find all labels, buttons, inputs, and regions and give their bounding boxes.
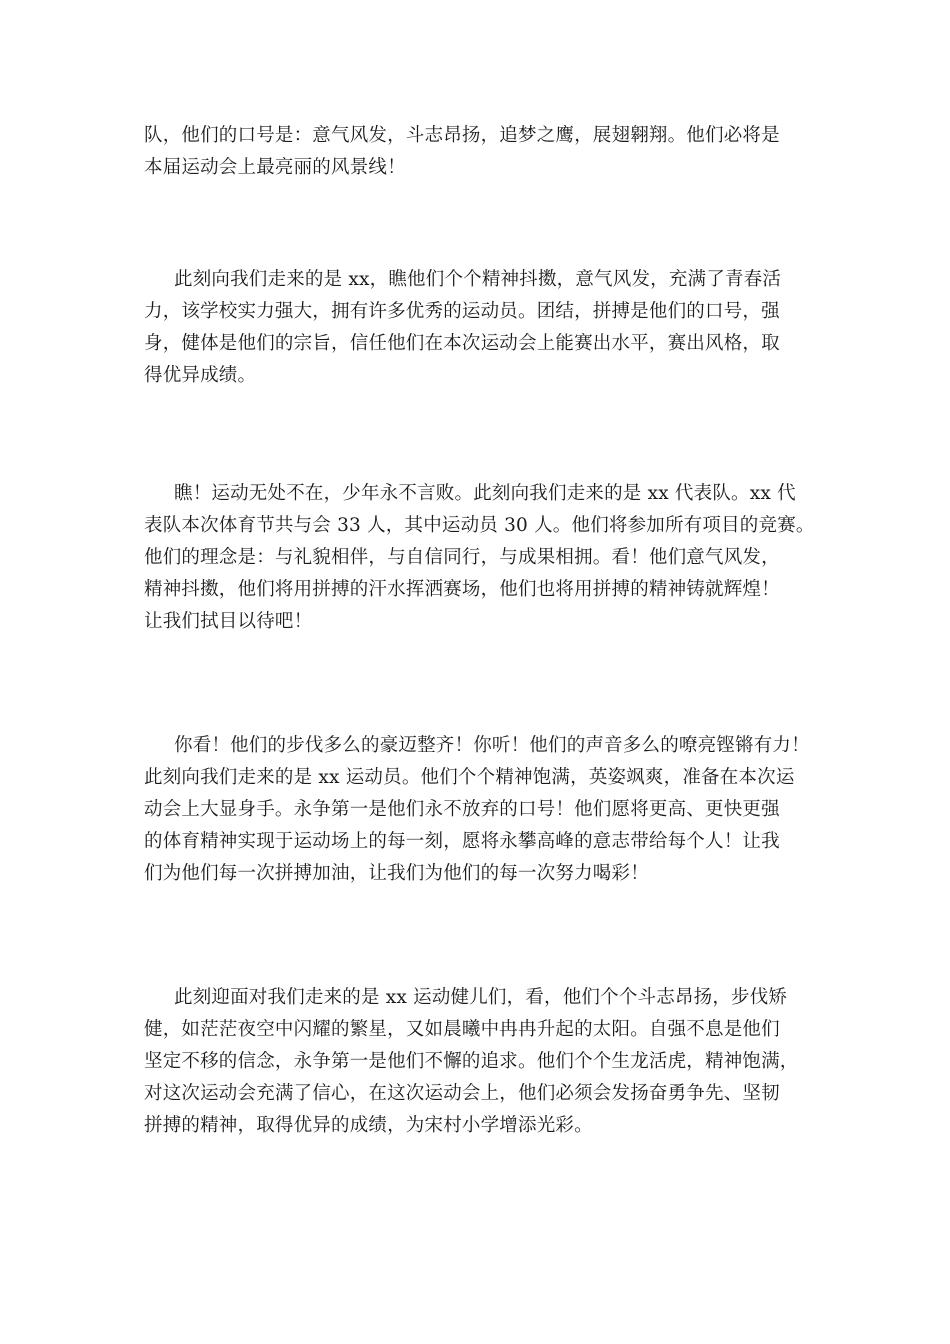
paragraph-line: 得优异成绩。 <box>144 365 257 386</box>
paragraph-line: 他们的理念是：与礼貌相伴，与自信同行，与成果相拥。看！他们意气风发， <box>144 547 780 568</box>
paragraph-line: 本届运动会上最亮丽的风景线！ <box>144 157 406 178</box>
paragraph-line: 表队本次体育节共与会 33 人，其中运动员 30 人。他们将参加所有项目的竞赛。 <box>144 515 815 536</box>
paragraph-line: 你看！他们的步伐多么的豪迈整齐！你听！他们的声音多么的嘹亮铿锵有力！ <box>174 735 810 756</box>
paragraph-line: 动会上大显身手。永争第一是他们永不放弃的口号！他们愿将更高、更快更强 <box>144 799 780 820</box>
paragraph-line: 健，如茫茫夜空中闪耀的繁星，又如晨曦中冉冉升起的太阳。自强不息是他们 <box>144 1019 780 1040</box>
paragraph-5 <box>144 982 814 1142</box>
paragraph-line: 让我们拭目以待吧！ <box>144 611 313 632</box>
paragraph-4 <box>144 730 814 890</box>
paragraph-line: 精神抖擞，他们将用拼搏的汗水挥洒赛场，他们也将用拼搏的精神铸就辉煌！ <box>144 579 780 600</box>
paragraph-line: 对这次运动会充满了信心，在这次运动会上，他们必须会发扬奋勇争先、坚韧 <box>144 1083 780 1104</box>
paragraph-2 <box>144 264 814 392</box>
paragraph-line: 此刻向我们走来的是 xx 运动员。他们个个精神饱满，英姿飒爽，准备在本次运 <box>144 767 795 788</box>
paragraph-3 <box>144 478 814 638</box>
paragraph-line: 队，他们的口号是：意气风发，斗志昂扬，追梦之鹰，展翅翱翔。他们必将是 <box>144 125 780 146</box>
paragraph-line: 身，健体是他们的宗旨，信任他们在本次运动会上能赛出水平，赛出风格，取 <box>144 333 780 354</box>
paragraph-line: 力，该学校实力强大，拥有许多优秀的运动员。团结，拼搏是他们的口号，强 <box>144 301 780 322</box>
paragraph-line: 此刻向我们走来的是 xx，瞧他们个个精神抖擞，意气风发，充满了青春活 <box>174 269 782 290</box>
paragraph-1 <box>144 120 814 184</box>
paragraph-line: 瞧！运动无处不在，少年永不言败。此刻向我们走来的是 xx 代表队。xx 代 <box>174 483 796 504</box>
paragraph-line: 的体育精神实现于运动场上的每一刻，愿将永攀高峰的意志带给每个人！让我 <box>144 831 780 852</box>
paragraph-line: 此刻迎面对我们走来的是 xx 运动健儿们，看，他们个个斗志昂扬，步伐矫 <box>174 987 788 1008</box>
paragraph-line: 们为他们每一次拼搏加油，让我们为他们的每一次努力喝彩！ <box>144 863 649 884</box>
paragraph-line: 拼搏的精神，取得优异的成绩，为宋村小学增添光彩。 <box>144 1115 593 1136</box>
paragraph-line: 坚定不移的信念，永争第一是他们不懈的追求。他们个个生龙活虎，精神饱满， <box>144 1051 799 1072</box>
